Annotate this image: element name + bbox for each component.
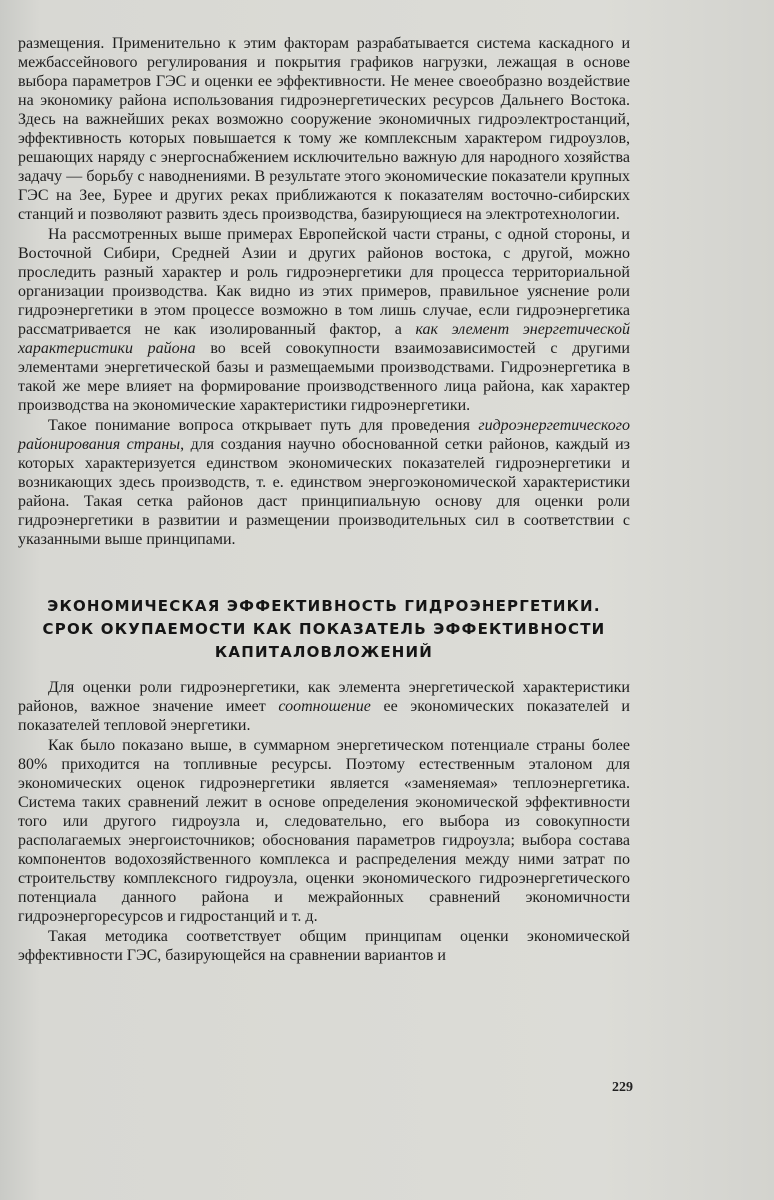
page-text: [18, 34, 630, 965]
paragraph-2: [18, 225, 630, 415]
section-heading: [18, 595, 630, 664]
section-heading-line-1: ЭКОНОМИЧЕСКАЯ ЭФФЕКТИВНОСТЬ ГИДРОЭНЕРГЕТИКИ.: [47, 597, 601, 615]
paragraph-2-emphasis: как элемент энергетической характеристики района: [18, 321, 630, 357]
paragraph-4-text-a: Для оценки роли гидроэнергетики, как элемента энергетической характеристики районов, важное значение имеет: [18, 679, 630, 715]
paragraph-2-text-a: На рассмотренных выше примерах Европейской части страны, с одной стороны, и Восточной Сибири, Средней Азии и других районов востока, с другой, можно проследить разный характер и роль гидроэнергетики для процесса территориальной организации производства. Как видно из этих примеров, правильное уяснение роли гидроэнергетики в этом процессе возможно в том лишь случае, если гидроэнергетика рассматривается не как изолированный фактор, а: [18, 226, 630, 338]
paragraph-4-emphasis: соотношение: [278, 698, 371, 715]
paragraph-4-text-b: ее экономических показателей и показателей тепловой энергетики.: [18, 698, 630, 734]
paragraph-2-text-b: во всей совокупности взаимозависимостей с другими элементами энергетической базы и размещаемыми производствами. Гидроэнергетика в такой же мере влияет на формирование производственного лица района, как характер производства на экономические характеристики гидроэнергетики.: [18, 340, 630, 414]
paragraph-3-text-a: Такое понимание вопроса открывает путь для проведения: [48, 417, 479, 434]
paragraph-6: Такая методика соответствует общим принципам оценки экономической эффективности ГЭС, базирующейся на сравнении вариантов и: [18, 928, 630, 964]
paragraph-5: Как было показано выше, в суммарном энергетическом потенциале страны более 80% приходится на топливные ресурсы. Поэтому естественным эталоном для экономических оценок гидроэнергетики является «заменяемая» теплоэнергетика. Система таких сравнений лежит в основе определения экономической эффективности того или другого гидроузла и, следовательно, его выбора из совокупности располагаемых энергоисточников; обоснования параметров гидроузла; выбора состава компонентов водохозяйственного комплекса и распределения между ними затрат по строительству комплексного гидроузла, оценки экономического гидроэнергетического потенциала данного района и межрайонных сравнений экономичности гидроэнергоресурсов и гидростанций и т. д.: [18, 737, 630, 925]
paragraph-3: [18, 416, 630, 549]
section-heading-line-2: СРОК ОКУПАЕМОСТИ КАК ПОКАЗАТЕЛЬ ЭФФЕКТИВНОСТИ: [42, 620, 606, 638]
paragraph-1: размещения. Применительно к этим факторам разрабатывается система каскадного и межбассейнового регулирования и покрытия графиков нагрузки, лежащая в основе выбора параметров ГЭС и оценки ее эффективности. Не менее своеобразно воздействие на экономику района использования гидроэнергетических ресурсов Дальнего Востока. Здесь на важнейших реках возможно сооружение экономичных гидроэлектростанций, эффективность которых повышается к тому же комплексным характером гидроузлов, решающих наряду с энергоснабжением исключительно важную для народного хозяйства задачу — борьбу с наводнениями. В результате этого экономические показатели крупных ГЭС на Зее, Бурее и других реках приближаются к показателям восточно-сибирских станций и позволяют развить здесь производства, базирующиеся на электротехнологии.: [18, 35, 630, 223]
paragraph-3-text-b: , для создания научно обоснованной сетки районов, каждый из которых характеризуется единством экономических показателей гидроэнергетики и возникающих здесь производств, т. е. единством энергоэкономической характеристики района. Такая сетка районов даст принципиальную основу для оценки роли гидроэнергетики в развитии и размещении производительных сил в соответствии с указанными выше принципами.: [18, 436, 631, 548]
section-heading-line-3: КАПИТАЛОВЛОЖЕНИЙ: [214, 643, 434, 661]
paragraph-4: [18, 678, 630, 735]
page-number: 229: [612, 1080, 633, 1095]
paragraph-3-emphasis: гидроэнергетического районирования страны: [18, 417, 630, 453]
